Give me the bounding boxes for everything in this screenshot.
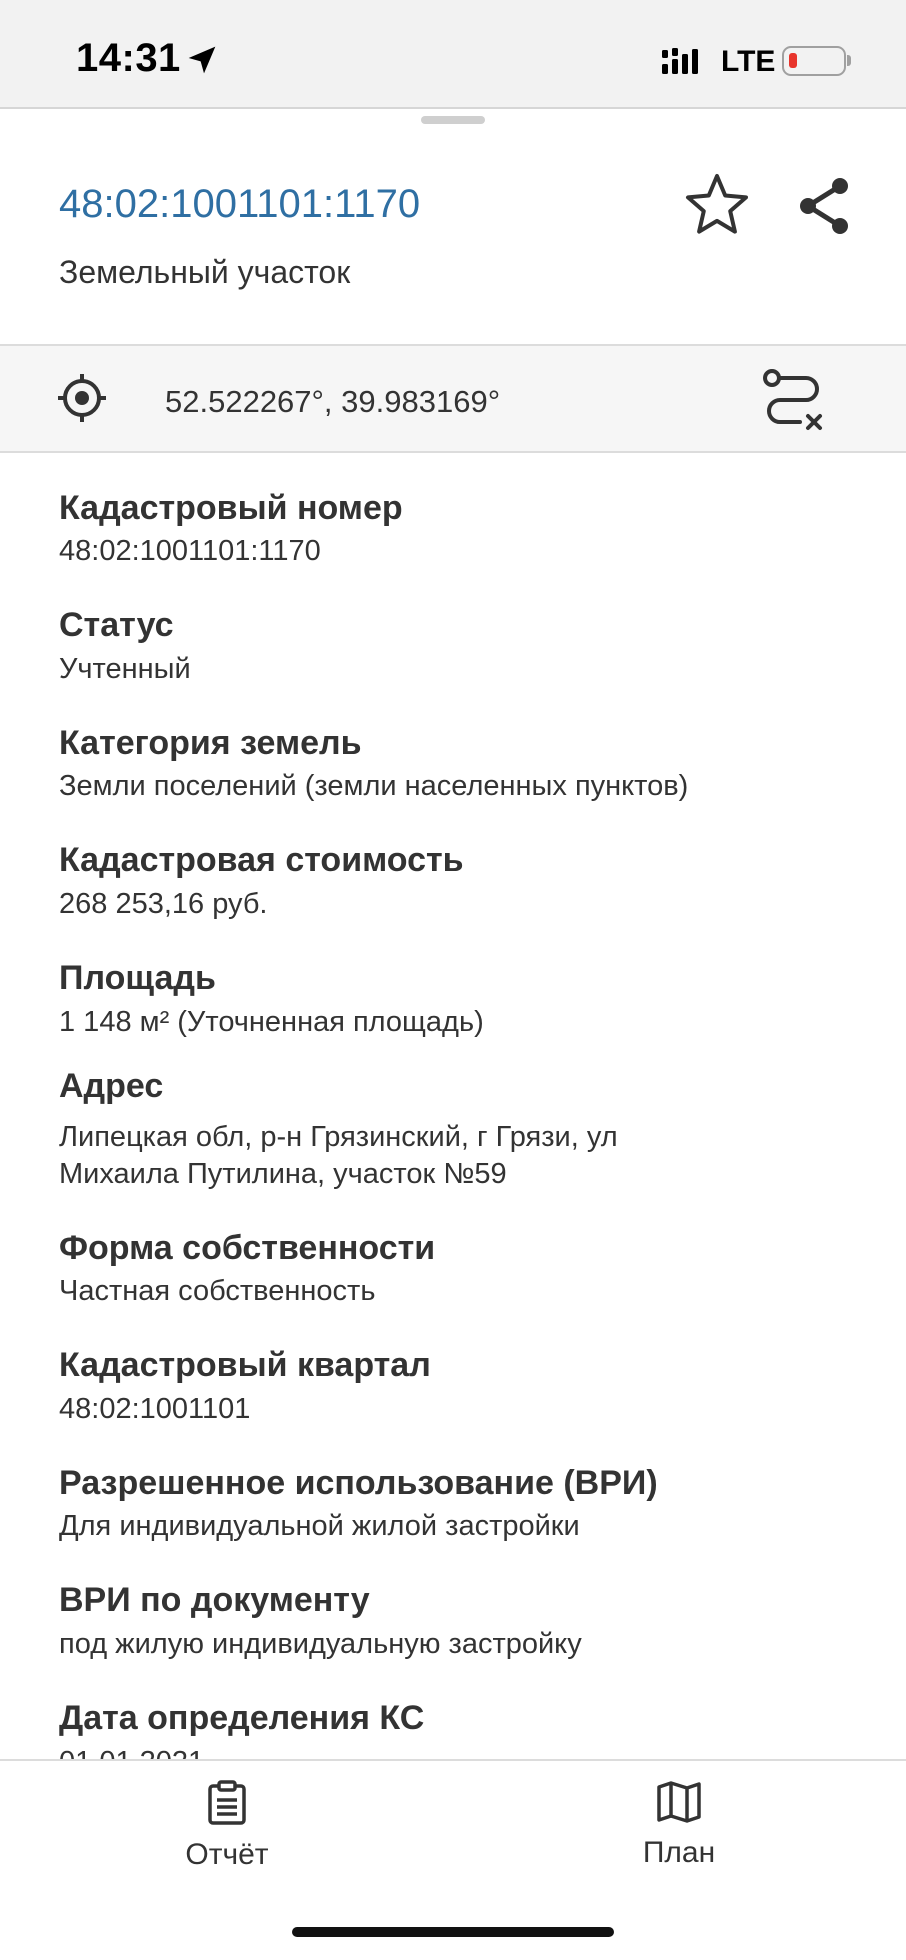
field-value: 48:02:1001101:1170: [59, 535, 321, 567]
object-type-subtitle: Земельный участок: [59, 254, 351, 290]
field-value: Частная собственность: [59, 1275, 376, 1307]
tab-plan[interactable]: [579, 1780, 779, 1880]
tab-plan-label: План: [642, 1836, 716, 1869]
details-list[interactable]: [0, 453, 906, 1759]
clipboard-icon: [206, 1780, 248, 1826]
field-value: 268 253,16 руб.: [59, 888, 268, 920]
field-label: Категория земель: [59, 724, 362, 762]
field-label: Статус: [59, 606, 174, 644]
tab-report[interactable]: [127, 1780, 327, 1880]
field-value: Михаила Путилина, участок №59: [59, 1158, 507, 1190]
field-value: 48:02:1001101: [59, 1393, 251, 1425]
location-arrow-icon: [186, 44, 218, 76]
field-label: Адрес: [59, 1067, 164, 1105]
field-value: под жилую индивидуальную застройку: [59, 1628, 582, 1660]
field-value: Учтенный: [59, 653, 191, 685]
sheet-grabber[interactable]: [421, 116, 485, 124]
network-type: LTE: [721, 45, 776, 78]
field-value: 1 148 м² (Уточненная площадь): [59, 1006, 484, 1038]
star-icon[interactable]: [684, 172, 750, 238]
tab-report-label: Отчёт: [185, 1838, 269, 1871]
field-label: ВРИ по документу: [59, 1581, 370, 1619]
field-label: Площадь: [59, 959, 216, 997]
crosshair-icon[interactable]: [56, 372, 108, 424]
status-time: 14:31: [76, 36, 181, 80]
coordinates-text[interactable]: 52.522267°, 39.983169°: [165, 384, 501, 419]
signal-icon: [662, 48, 708, 76]
battery-cap: [847, 55, 851, 66]
field-label: Кадастровая стоимость: [59, 841, 464, 879]
map-icon: [656, 1780, 702, 1824]
field-value: Земли поселений (земли населенных пунктов): [59, 770, 689, 802]
field-value: Для индивидуальной жилой застройки: [59, 1510, 580, 1542]
field-label: Кадастровый номер: [59, 489, 403, 527]
field-label: Дата определения КС: [59, 1699, 425, 1737]
share-icon[interactable]: [796, 176, 852, 236]
route-clear-icon[interactable]: [760, 368, 826, 434]
cadastral-number-title[interactable]: 48:02:1001101:1170: [59, 182, 421, 226]
field-value: Липецкая обл, р-н Грязинский, г Грязи, ул: [59, 1121, 618, 1153]
sheet-border: [0, 107, 906, 109]
battery-level: [789, 53, 797, 68]
field-label: Разрешенное использование (ВРИ): [59, 1464, 658, 1502]
home-indicator[interactable]: [292, 1927, 614, 1937]
field-label: Кадастровый квартал: [59, 1346, 431, 1384]
battery-icon: [782, 46, 846, 76]
field-label: Форма собственности: [59, 1229, 436, 1267]
